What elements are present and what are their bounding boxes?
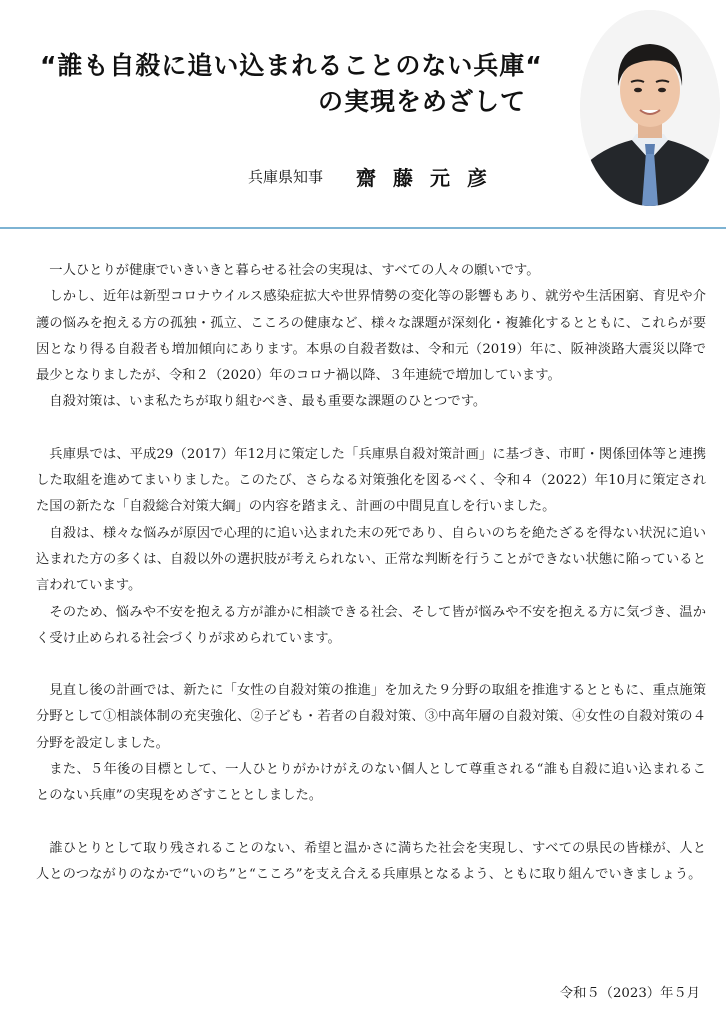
- paragraph-gap: [36, 416, 706, 442]
- body-paragraph: 誰ひとりとして取り残されることのない、希望と温かさに満ちた社会を実現し、すべての県民の皆様が、人と人とのつながりのなかで“いのち”と“こころ”を支え合える兵庫県となるよう、ともに取り組んでいきましょう。: [36, 840, 706, 882]
- governor-portrait: [580, 10, 720, 206]
- body-paragraph: 見直し後の計画では、新たに「女性の自殺対策の推進」を加えた９分野の取組を推進するとともに、重点施策分野として①相談体制の充実強化、②子ども・若者の自殺対策、③中高年層の自殺対策、④女性の自殺対策の４分野を設定しました。: [36, 683, 706, 751]
- body-paragraph: 兵庫県では、平成29（2017）年12月に策定した「兵庫県自殺対策計画」に基づき、市町・関係団体等と連携した取組を進めてまいりました。このたび、さらなる対策強化を図るべく、令和４（2022）年10月に策定された国の新たな「自殺総合対策大綱」の内容を踏まえ、計画の中間見直しを行いました。: [36, 446, 706, 515]
- author-name: 齋藤元彦: [356, 166, 504, 190]
- message-body: [36, 258, 706, 888]
- paragraph-gap: [36, 810, 706, 836]
- body-paragraph: しかし、近年は新型コロナウイルス感染症拡大や世界情勢の変化等の影響もあり、就労や生活困窮、育児や介護の悩みを抱える方の孤独・孤立、こころの健康など、様々な課題が深刻化・複雑化するとともに、これらが要因となり得る自殺者も増加傾向にあります。本県の自殺者数は、令和元（2019）年に、阪神淡路大震災以降で最少となりましたが、令和２（2020）年のコロナ禍以降、３年連続で増加しています。: [36, 289, 706, 384]
- publication-date: 令和５（2023）年５月: [559, 986, 700, 1001]
- body-paragraph: そのため、悩みや不安を抱える方が誰かに相談できる社会、そして皆が悩みや不安を抱える方に気づき、温かく受け止められる社会づくりが求められています。: [36, 604, 706, 646]
- title-line-2: の実現をめざして: [318, 87, 527, 116]
- body-paragraph: また、５年後の目標として、一人ひとりがかけがえのない個人として尊重される“誰も自殺に追い込まれることのない兵庫”の実現をめざすこととしました。: [36, 762, 706, 804]
- author-role: 兵庫県知事: [248, 168, 324, 186]
- body-paragraph: 一人ひとりが健康でいきいきと暮らせる社会の実現は、すべての人々の願いです。: [49, 263, 540, 278]
- header-divider: [0, 227, 726, 229]
- paragraph-gap: [36, 652, 706, 678]
- portrait-photo: [580, 10, 720, 206]
- body-paragraph: 自殺は、様々な悩みが原因で心理的に追い込まれた末の死であり、自らいのちを絶たざるを得ない状況に追い込まれた方の多くは、自殺以外の選択肢が考えられない、正常な判断を行うことができない状態に陥っていると言われています。: [36, 525, 706, 594]
- title-line-1: “誰も自殺に追い込まれることのない兵庫“: [40, 51, 543, 80]
- body-paragraph: 自殺対策は、いま私たちが取り組むべき、最も重要な課題のひとつです。: [49, 394, 487, 410]
